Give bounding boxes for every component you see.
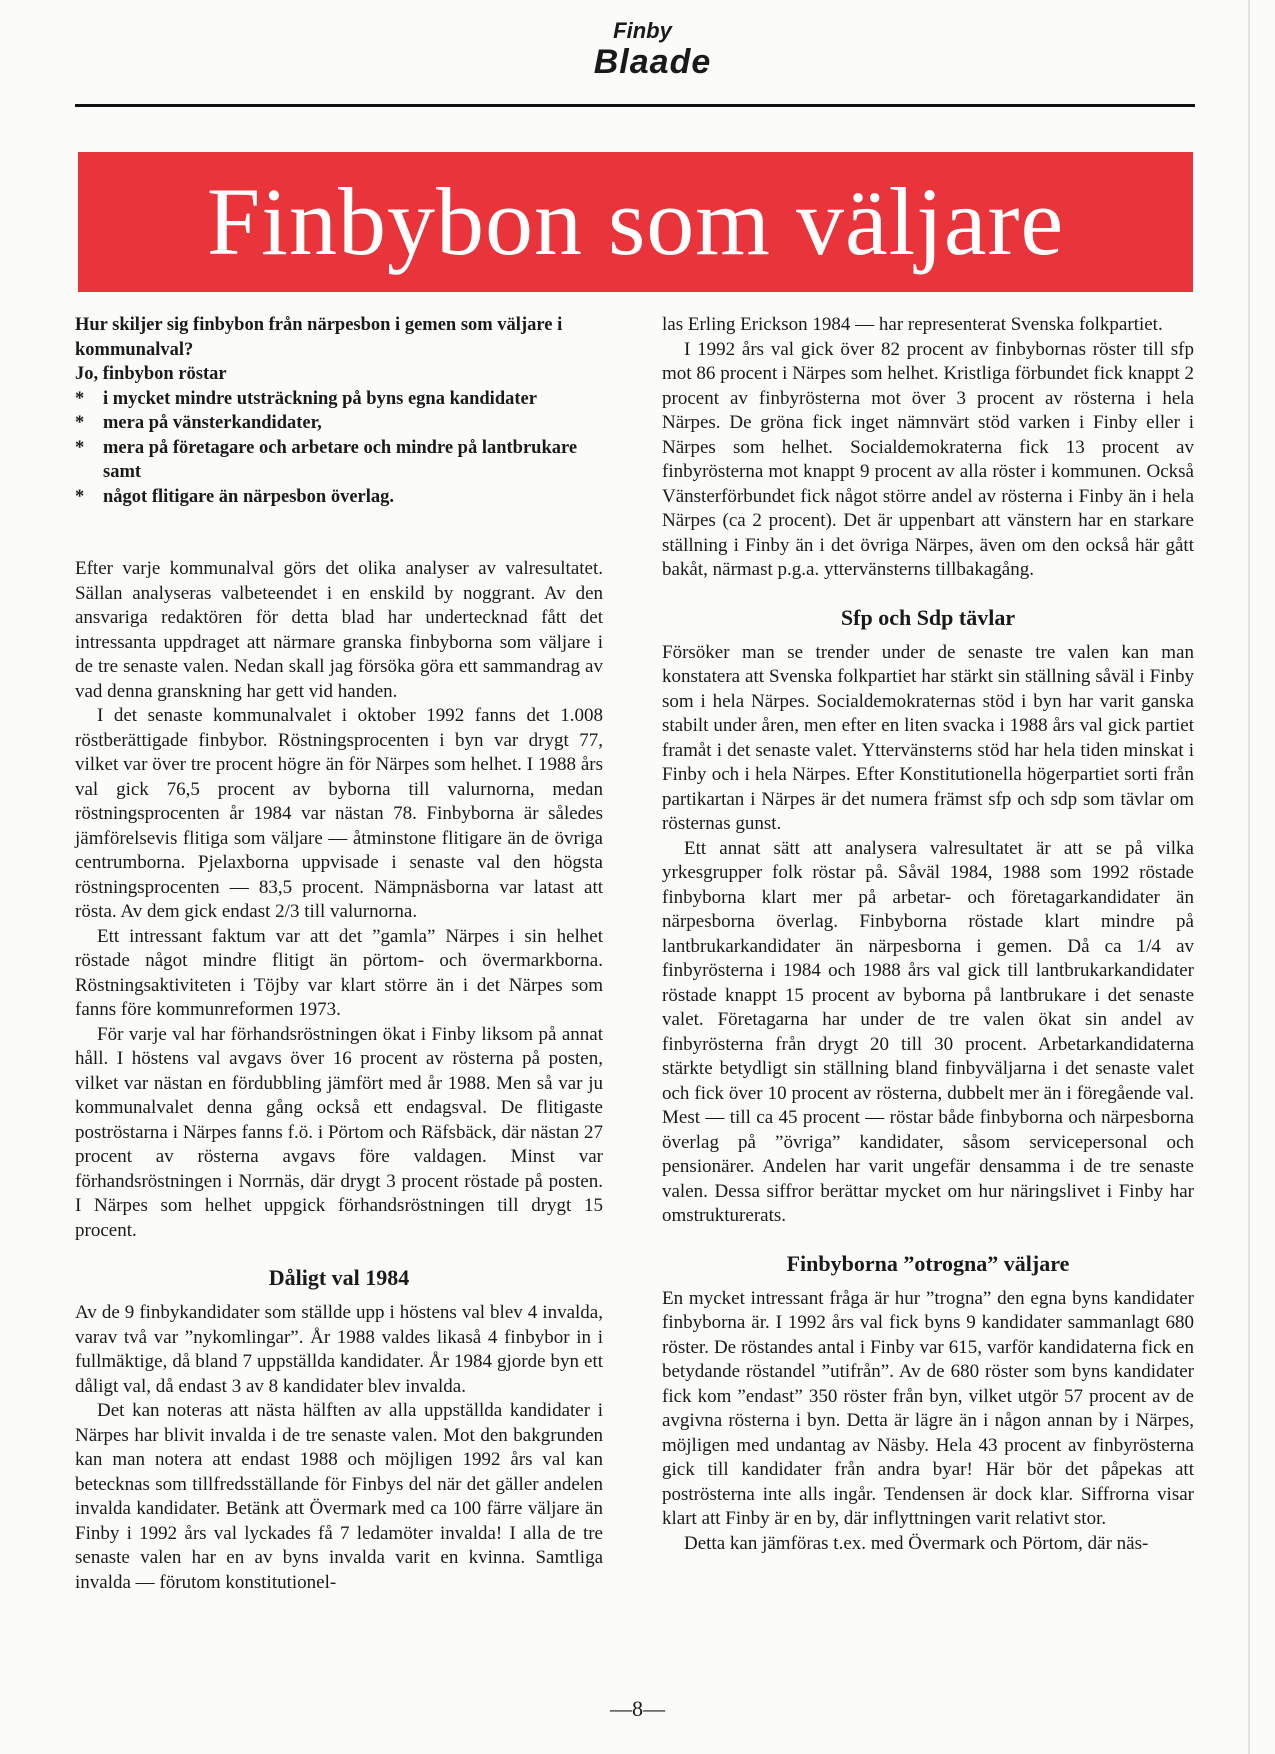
paragraph: En mycket intressant fråga är hur ”trogna” den egna byns kandidater finbyborna är. I 1992 års val fick byns 9 kandidater sammanlagt 680 röster. De röstandes antal i Finby var 615, varför kandidaterna fick en betydande röstandel ”utifrån”. Av de 680 röster som byns kandidater fick kom ”endast” 350 röster från byn, vilket utgör 57 procent av de avgivna rösterna i byn. Detta är lägre än i någon annan by i Närpes, möjligen med undantag av Näsby. Hela 43 procent av finbyrösterna gick till kandidater från andra byar! Här bör det påpekas att poströsterna inte alls ingår. Tendensen är dock klar. Siffrorna visar klart att Finby är en by, där inflyttningen varit relativt stor. [662,1287,1194,1529]
paragraph: Det kan noteras att nästa hälften av alla uppställda kandidater i Närpes har blivit invalda i de tre senaste valen. Mot den bakgrunden kan man notera att endast 1988 och möjligen 1992 års val kan betecknas som tillfredsställande för Finbys del när det gäller andelen invalda kandidater. Betänk att Övermark med ca 100 färre väljare än Finby i 1992 års val lyckades få 7 ledamöter invalda! I alla de tre senaste valen har en av byns invalda varit en kvinna. Samtliga invalda — förutom konstitutionel- [75,1400,603,1593]
page-number: —8— [610,1696,665,1721]
paragraph: Efter varje kommunalval görs det olika analyser av valresultatet. Sällan analyseras valbeteendet i en enskild by noggrant. Av den ansvariga redaktören för detta blad har undertecknad fått det intressanta uppdraget att närmare granska finbyborna som väljare i de tre senaste valen. Nedan skall jag försöka göra ett sammandrag av vad denna granskning har gett vid handen. [75,558,603,702]
masthead-line1: Finby [613,18,672,43]
intro-bullets [75,387,603,510]
bullet-marker: * [75,388,85,409]
paragraph: Detta kan jämföras t.ex. med Övermark och Pörtom, där näs- [684,1532,1149,1554]
page-edge [1248,0,1250,1754]
masthead-line2: Blaade [593,43,712,81]
subheading-otrogna: Finbyborna ”otrogna” väljare [786,1250,1070,1276]
subheading-daligt-val: Dåligt val 1984 [268,1265,410,1290]
masthead-rule [75,104,1195,107]
bullet-marker: * [75,413,85,433]
masthead [0,18,1275,80]
article-title: Finbybon som väljare [206,168,1065,275]
paragraph: Ett intressant faktum var att det ”gamla” Närpes i sin helhet röstade något mindre flitigt än pörtom- och övermarkborna. Röstningsaktiviteten i Töjby var klart större än i det Närpes som fanns före kommunreformen 1973. [75,925,603,1020]
right-column [662,313,1194,1556]
intro-block [75,313,603,509]
left-column [75,313,603,1595]
bullet-marker: * [75,437,85,458]
intro-answer: Jo, finbybon röstar [75,364,227,384]
subheading-sfp-sdp: Sfp och Sdp tävlar [840,604,1016,630]
paragraph: I 1992 års val gick över 82 procent av finbybornas röster till sfp mot 86 procent i Närpes som helhet. Kristliga förbundet fick knappt 2 procent av finbyrösterna mot över 3 procent av rösterna i hela Närpes. De gröna fick inget nämnvärt stöd varken i Finby eller i Närpes som helhet. Socialdemokraterna fick 13 procent av finbyrösterna mot knappt 9 procent av alla röster i kommunen. Också Vänsterförbundet fick något större andel av rösterna i Finby än i hela Närpes (ca 2 procent). Det är uppenbart att vänstern har en starkare ställning i Finby än i det övriga Närpes, även om den också här gått bakåt, närmast p.g.a. yttervänsterns tillbakagång. [662,338,1194,580]
intro-bullet: * i mycket mindre utsträckning på byns egna kandidater [75,387,603,412]
paragraph: Av de 9 finbykandidater som ställde upp i höstens val blev 4 invalda, varav två var ”nykomlingar”. År 1988 valdes likaså 4 finbybor in i fullmäktige, då bland 7 uppställda kandidater. År 1984 gjorde byn ett dåligt val, då endast 3 av 8 kandidater blev invalda. [75,1302,603,1397]
title-banner [78,152,1193,292]
intro-bullet: * mera på företagare och arbetare och mindre på lantbrukare samt [75,437,578,482]
paragraph: För varje val har förhandsröstningen ökat i Finby liksom på annat håll. I höstens val avgavs över 16 procent av rösterna på posten, vilket var nästan en fördubbling jämfört med år 1988. Men så var ju kommunalvalet denna gång också ett endagsval. De flitigaste poströstarna i Närpes fanns f.ö. i Pörtom och Räfsbäck, där nästan 27 procent av rösterna avgavs före valdagen. Minst var förhandsröstningen i Norrnäs, där drygt 3 procent röstade på posten. I Närpes som helhet uppgick förhandsröstningen till drygt 15 procent. [75,1023,603,1241]
paragraph: Ett annat sätt att analysera valresultatet är att se på vilka yrkesgrupper folk röstar på. Såväl 1984, 1988 som 1992 röstade finbyborna klart mer på arbetar- och företagarkandidater än närpesborna överlag. Finbyborna röstade klart mindre på lantbrukarkandidater än närpesborna i gemen. Då ca 1/4 av finbyrösterna i 1984 och 1988 års val gick till lantbrukarkandidater röstade knappt 15 procent av byborna på lantbrukare i det senaste valet. Företagarna har under de tre valen ökat sin andel av finbyrösterna från drygt 20 till 30 procent. Arbetarkandidaterna stärkte betydligt sin ställning bland finbyväljarna i det senaste valet och fick över 10 procent av rösterna, dubbelt mer än i föregående val. Mest — till ca 45 procent — röstar både finbyborna och närpesborna överlag på ”övriga” kandidater, såsom servicepersonal och pensionärer. Andelen har varit ungefär densamma i de tre senaste valen. Dessa siffror berättar mycket om hur näringslivet i Finby har omstrukturerats. [662,837,1194,1226]
bullet-marker: * [75,486,85,507]
paragraph: las Erling Erickson 1984 — har representerat Svenska folkpartiet. [662,314,1163,335]
intro-bullet: * mera på vänsterkandidater, [75,411,603,436]
paragraph: I det senaste kommunalvalet i oktober 1992 fanns det 1.008 röstberättigade finbybor. Röstningsprocenten i byn var drygt 77, vilket var över tre procent högre än för Närpes som helhet. I 1988 års val gick 76,5 procent av byborna till valurnorna, medan röstningsprocenten år 1984 var nästan 78. Finbyborna är således jämförelsevis flitiga som väljare — åtminstone flitigare än de övriga centrumborna. Pjelaxborna uppvisade i senaste val den högsta röstningsprocenten — 83,5 procent. Nämpnäsborna var latast att rösta. Av dem gick endast 2/3 till valurnorna. [75,705,603,922]
intro-question: Hur skiljer sig finbybon från närpesbon i gemen som väljare i kommunalval? [75,315,563,360]
intro-bullet: * något flitigare än närpesbon överlag. [75,485,603,510]
paragraph: Försöker man se trender under de senaste tre valen kan man konstatera att Svenska folkpartiet har stärkt sin ställning såväl i Finby som i hela Närpes. Socialdemokraternas stöd i byn har varit ganska stabilt under åren, men efter en liten svacka i 1988 års val gick partiet framåt i det senaste valet. Yttervänsterns stöd har hela tiden minskat i Finby och i hela Närpes. Efter Konstitutionella högerpartiet sorti från partikartan i Närpes är det numera främst sfp och sdp som tävlar om rösternas gunst. [662,641,1194,834]
